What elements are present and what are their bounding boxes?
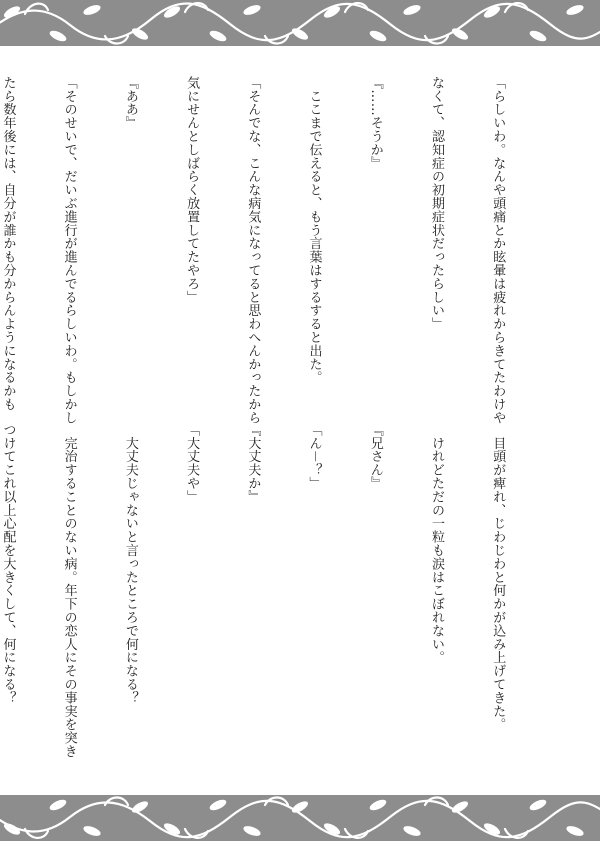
top-ornament-border — [0, 0, 600, 46]
text-line: けれどただの一粒も涙はこぼれない。 — [428, 423, 444, 665]
text-line: 『兄さん』 — [367, 423, 383, 490]
text-line: 気にせんとしばらく放置してたやろ」 — [184, 76, 200, 304]
text-line: 「ん－？」 — [306, 423, 322, 490]
text-line: 『ああ』 — [122, 76, 138, 130]
text-line: ここまで伝えると、もう言葉はするすると出た。 — [306, 76, 322, 385]
vine-ornament-icon — [0, 0, 600, 46]
text-line: たら数年後には、自分が誰かも分からんようになるかも — [0, 76, 16, 411]
text-line: つけてこれ以上心配を大きくして、何になる？ — [0, 423, 16, 705]
upper-text-block — [0, 76, 548, 425]
text-line: 完治することのない病。年下の恋人にその事実を突き — [61, 423, 77, 758]
text-line: 「らしいわ。なんや頭痛とか眩暈は疲れからきてたわけや — [490, 76, 506, 425]
text-line: 目頭が痺れ、じわじわと何かが込み上げてきた。 — [490, 423, 506, 732]
vine-ornament-icon — [0, 795, 600, 841]
text-line: 「大丈夫や」 — [184, 423, 200, 504]
text-line: 「そんでな、こんな病気になってると思わへんかったから — [245, 76, 261, 425]
bottom-ornament-border — [0, 795, 600, 841]
lower-text-block — [0, 423, 548, 765]
text-line: 『大丈夫か』 — [245, 423, 261, 504]
text-line: 「そのせいで、だいぶ進行が進んでるらしいわ。もしかし — [61, 76, 77, 425]
text-line: 『……そうか』 — [367, 76, 383, 170]
text-line: なくて、認知症の初期症状だったらしい」 — [428, 76, 444, 331]
text-line: 大丈夫じゃないと言ったところで何になる？ — [122, 423, 138, 705]
